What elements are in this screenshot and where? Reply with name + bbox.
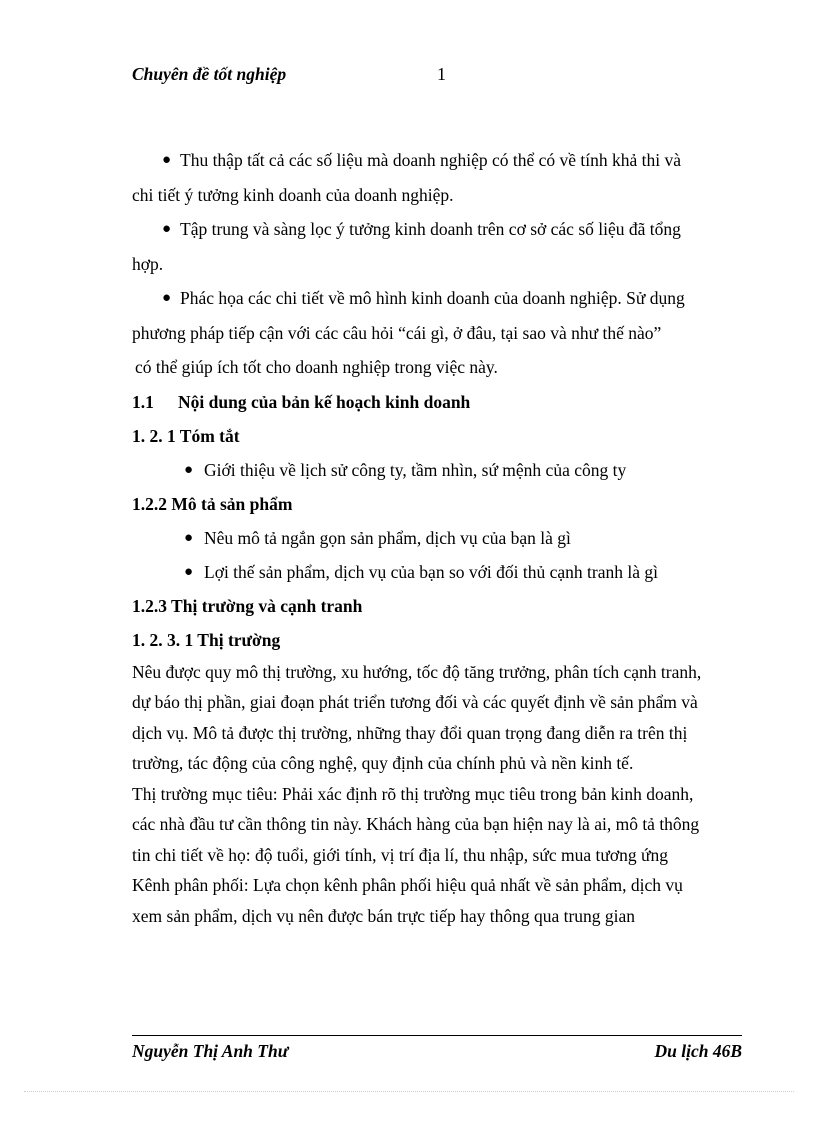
bullet-line: phương pháp tiếp cận với các câu hỏi “cái gì, ở đâu, tại sao và như thế nào” <box>132 322 662 343</box>
paragraph-line: Thị trường mục tiêu: Phải xác định rõ thị trường mục tiêu trong bản kinh doanh, <box>132 783 694 804</box>
section-title: Nội dung của bản kế hoạch kinh doanh <box>178 391 471 412</box>
paragraph-line: dịch vụ. Mô tả được thị trường, những thay đổi quan trọng đang diễn ra trên thị <box>132 722 688 743</box>
bullet-line: Phác họa các chi tiết về mô hình kinh doanh của doanh nghiệp. Sử dụng <box>180 288 685 308</box>
bullet-dot-icon: ● <box>184 563 194 580</box>
section-heading-1-2-1: 1. 2. 1 Tóm tắt <box>132 425 240 446</box>
paragraph-line: dự báo thị phần, giai đoạn phát triển tương đối và các quyết định về sản phẩm và <box>132 692 698 712</box>
paragraph-line: các nhà đầu tư cần thông tin này. Khách hàng của bạn hiện nay là ai, mô tả thông <box>132 814 700 834</box>
section-heading-1-2-2: 1.2.2 Mô tả sản phẩm <box>132 493 293 514</box>
bullet-dot-icon: ● <box>162 290 172 306</box>
page-number: 1 <box>437 64 446 84</box>
bullet-item <box>132 555 752 589</box>
bullet-item <box>132 212 752 281</box>
bullet-line: có thể giúp ích tốt cho doanh nghiệp trong việc này. <box>135 357 498 377</box>
page-header <box>132 64 752 90</box>
paragraph-line: Nêu được quy mô thị trường, xu hướng, tốc độ tăng trưởng, phân tích cạnh tranh, <box>132 661 702 682</box>
bullet-item <box>132 453 752 487</box>
bullet-item <box>132 281 752 385</box>
section-number: 1.1 <box>132 391 154 412</box>
bullet-line: chi tiết ý tưởng kinh doanh của doanh nghiệp. <box>132 184 454 205</box>
section-heading-1-1 <box>132 385 752 419</box>
bullet-dot-icon: ● <box>162 221 172 237</box>
bullet-item <box>132 143 752 212</box>
bullet-dot-icon: ● <box>162 152 172 168</box>
page-footer <box>132 1041 742 1067</box>
bullet-text: Nêu mô tả ngắn gọn sản phẩm, dịch vụ của bạn là gì <box>204 527 571 548</box>
bullet-dot-icon: ● <box>184 529 194 546</box>
bullet-line: Tập trung và sàng lọc ý tưởng kinh doanh trên cơ sở các số liệu đã tổng <box>180 219 681 239</box>
bullet-item <box>132 521 752 555</box>
paragraph-line: tin chi tiết về họ: độ tuổi, giới tính, vị trí địa lí, thu nhập, sức mua tương ứng <box>132 844 668 865</box>
bullet-text: Giới thiệu về lịch sử công ty, tầm nhìn, sứ mệnh của công ty <box>204 459 627 480</box>
section-heading-1-2-3-1: 1. 2. 3. 1 Thị trường <box>132 629 281 650</box>
paragraph-line: trường, tác động của công nghệ, quy định của chính phủ và nền kinh tế. <box>132 753 634 773</box>
paragraph-line: xem sản phẩm, dịch vụ nên được bán trực tiếp hay thông qua trung gian <box>132 905 636 926</box>
body-paragraph <box>132 657 752 932</box>
bullet-text: Lợi thế sản phẩm, dịch vụ của bạn so với đối thủ cạnh tranh là gì <box>204 561 658 582</box>
bullet-line: hợp. <box>132 253 164 274</box>
page-bottom-edge <box>24 1091 794 1092</box>
footer-class: Du lịch 46B <box>654 1041 742 1061</box>
document-body <box>132 143 752 931</box>
bullet-line: Thu thập tất cả các số liệu mà doanh nghiệp có thể có về tính khả thi và <box>180 150 682 170</box>
footer-author: Nguyễn Thị Anh Thư <box>132 1041 289 1061</box>
bullet-dot-icon: ● <box>184 461 194 478</box>
header-title: Chuyên đề tốt nghiệp <box>132 64 287 84</box>
paragraph-line: Kênh phân phối: Lựa chọn kênh phân phối hiệu quả nhất về sản phẩm, dịch vụ <box>132 875 683 895</box>
footer-divider <box>132 1035 742 1036</box>
section-heading-1-2-3: 1.2.3 Thị trường và cạnh tranh <box>132 595 363 616</box>
